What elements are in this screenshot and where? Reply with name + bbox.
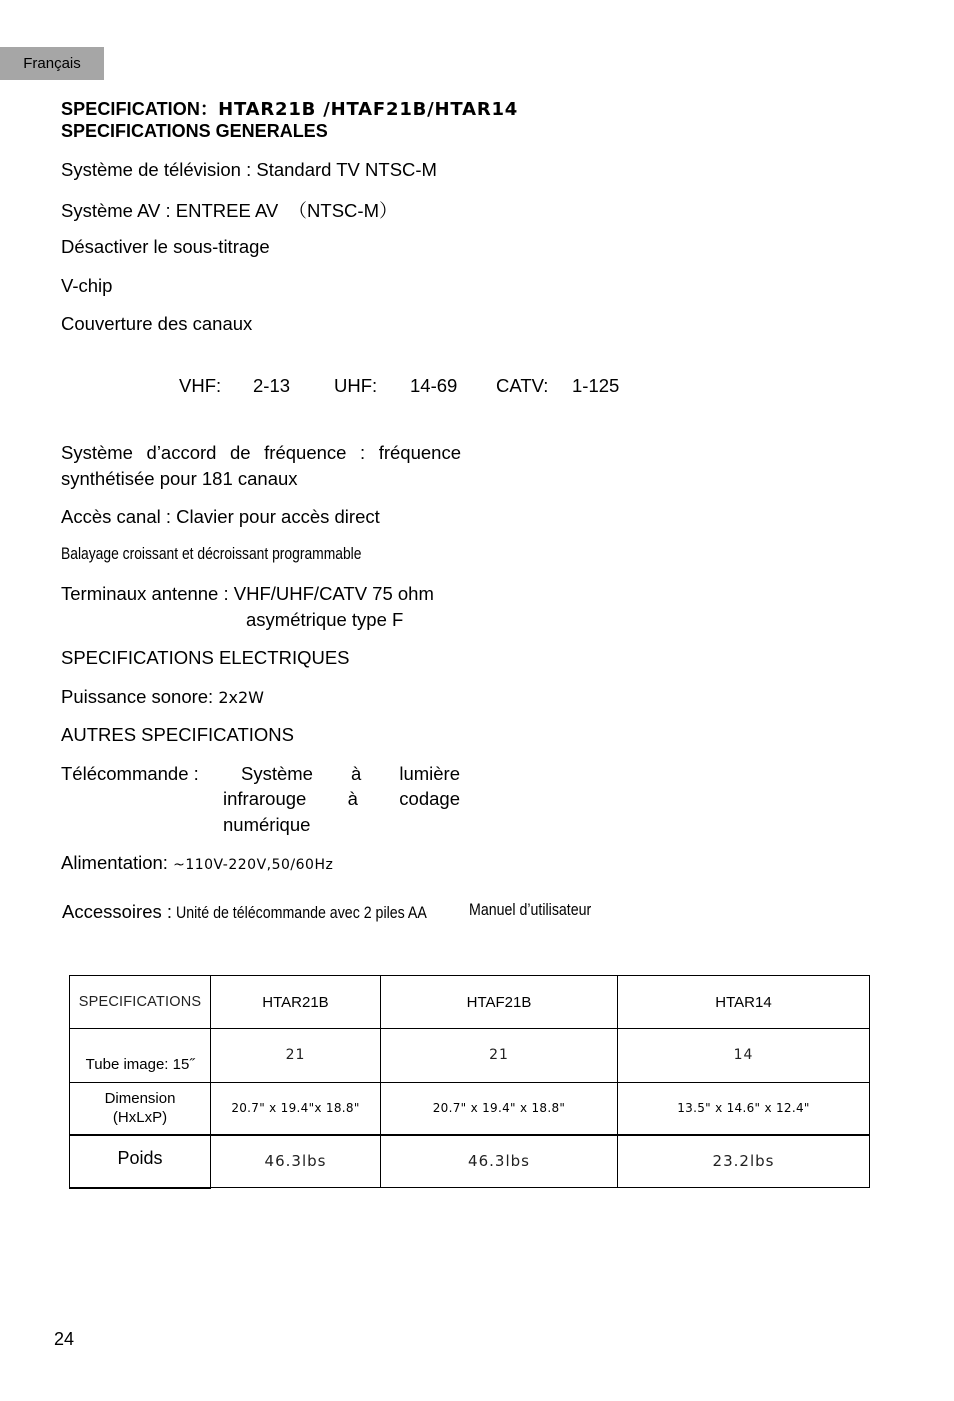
table-cell: 13.5" x 14.6" x 12.4" (618, 1083, 870, 1135)
accessories-label: Accessoires : (62, 901, 173, 922)
remote-line-2: infrarouge à codage (223, 788, 460, 809)
table-header-row (70, 976, 870, 1029)
tuning-line-2: synthétisée pour 181 canaux (61, 468, 298, 489)
language-tab: Français (0, 47, 104, 80)
spec-heading-prefix: SPECIFICATION： (61, 99, 219, 119)
audio-power-line (61, 686, 264, 708)
tuning-line-1: Système d’accord de fréquence : fréquence (61, 442, 461, 463)
electrical-specs-title: SPECIFICATIONS ELECTRIQUES (61, 647, 350, 668)
table-header-cell: SPECIFICATIONS (70, 976, 211, 1029)
channel-access-line: Accès canal : Clavier pour accès direct (61, 506, 380, 527)
remote-line-3: numérique (223, 814, 311, 835)
table-cell: 21 (381, 1029, 618, 1083)
general-specs-title: SPECIFICATIONS GENERALES (61, 121, 328, 141)
page-number: 24 (54, 1329, 75, 1349)
vhf-range: 2-13 (253, 375, 291, 396)
table-row-label (70, 1083, 211, 1135)
catv-label: CATV: (496, 375, 549, 396)
table-cell: 14 (618, 1029, 870, 1083)
accessories-line (62, 901, 468, 923)
table-cell: 46.3lbs (381, 1135, 618, 1188)
other-specs-title: AUTRES SPECIFICATIONS (61, 724, 294, 745)
audio-power-value: 2x2W (218, 688, 264, 707)
accessories-value: Unité de télécommande avec 2 piles AA (176, 904, 428, 922)
table-cell: 20.7" x 19.4" x 18.8" (381, 1083, 618, 1135)
table-row-label: Poids (70, 1135, 211, 1188)
catv-range: 1-125 (572, 375, 620, 396)
closed-caption-line: Désactiver le sous-titrage (61, 236, 270, 257)
table-header-cell: HTAR21B (211, 976, 381, 1029)
table-row (70, 1135, 870, 1188)
remote-line-1: Système à lumière (241, 763, 460, 784)
antenna-line-2: asymétrique type F (246, 609, 404, 630)
table-row (70, 1083, 870, 1135)
vhf-label: VHF: (179, 375, 222, 396)
channel-coverage-line: Couverture des canaux (61, 313, 253, 334)
table-header-cell: HTAF21B (381, 976, 618, 1029)
table-cell: 20.7" x 19.4"x 18.8" (211, 1083, 381, 1135)
antenna-line-1: Terminaux antenne : VHF/UHF/CATV 75 ohm (61, 583, 434, 604)
accessories-value-2: Manuel d’utilisateur (469, 901, 592, 919)
spec-heading (61, 95, 518, 121)
table-cell: 46.3lbs (211, 1135, 381, 1188)
scan-line: Balayage croissant et décroissant programmable (61, 545, 362, 563)
table-row-label-line: Dimension (104, 1090, 176, 1108)
vchip-line: V-chip (61, 275, 113, 296)
power-label: Alimentation: (61, 852, 168, 873)
table-row-label: Tube image: 15˝ (70, 1029, 211, 1083)
uhf-range: 14-69 (410, 375, 458, 396)
tv-system-line: Système de télévision : Standard TV NTSC-M (61, 159, 437, 180)
audio-power-label: Puissance sonore: (61, 686, 214, 707)
table-cell: 21 (211, 1029, 381, 1083)
uhf-label: UHF: (334, 375, 378, 396)
remote-label: Télécommande : (61, 763, 199, 784)
table-header-cell: HTAR14 (618, 976, 870, 1029)
table-cell: 23.2lbs (618, 1135, 870, 1188)
spec-table (69, 975, 870, 1189)
table-row-label-line: (HxLxP) (112, 1109, 168, 1127)
av-system-line: Système AV : ENTREE AV （NTSC-M） (61, 200, 398, 221)
power-value: ~110V-220V,50/60Hz (173, 857, 334, 873)
spec-heading-models: HTAR21B /HTAF21B/HTAR14 (218, 99, 519, 120)
table-row (70, 1029, 870, 1083)
power-line (61, 852, 333, 874)
